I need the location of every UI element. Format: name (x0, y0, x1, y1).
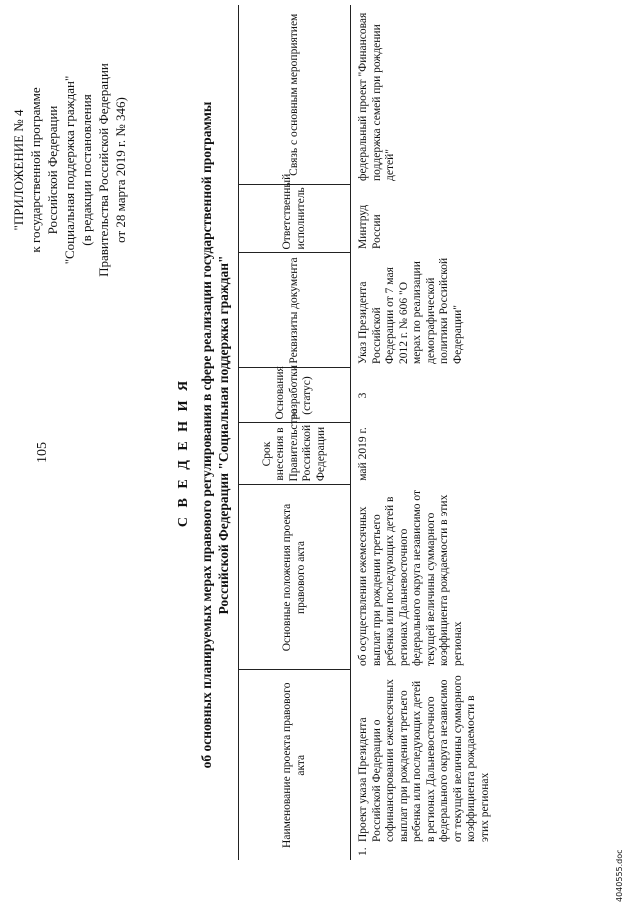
appendix-line: (в редакции постановления (79, 94, 94, 246)
appendix-line: Правительства Российской Федерации (96, 63, 111, 277)
document-code: 4040555.doc (615, 849, 624, 902)
column-header: Основные положения проекта правового акта (239, 485, 351, 670)
column-header: Наименование проекта правового акта (239, 670, 351, 860)
cell-basis: 3 (357, 392, 369, 399)
table-header-row (239, 5, 351, 860)
column-header: Ответственный исполнитель (239, 185, 351, 253)
cell-provisions: об осуществлении ежемесячных выплат при рождении третьего ребенка или последующих детей в регионах Дальневосточного федерального округа независимо от текущей величины суммарного коэффициента рождаемости в этих регионах (357, 489, 464, 666)
column-header: Реквизиты документа (239, 253, 351, 368)
page-number: 105 (35, 442, 50, 463)
document-title: С В Е Д Е Н И Я (176, 377, 191, 528)
table-row (351, 5, 499, 860)
appendix-line: "Социальная поддержка граждан" (62, 75, 77, 265)
subtitle-line: об основных планируемых мерах правового регулирования в сфере реализации государственной программы (199, 101, 214, 769)
measures-table (238, 5, 498, 860)
cell-responsible: Минтруд России (357, 204, 383, 249)
appendix-line: от 28 марта 2019 г. № 346) (113, 97, 128, 243)
cell-document: Указ Президента Российской Федерации от 7 мая 2012 г. № 606 "О мерах по реализации демографической политики Российской Федерации" (357, 257, 464, 364)
column-header: Связь с основным мероприятием (239, 5, 351, 185)
cell-link: федеральный проект "Финансовая поддержка семей при рождении детей" (357, 12, 396, 181)
subtitle-line: Российской Федерации "Социальная поддержка граждан" (216, 255, 231, 615)
column-header: Срок внесения в Правительство Российской Федерации (239, 423, 351, 485)
document-subtitle (198, 85, 232, 785)
row-name: Проект указа Президента Российской Федерации о софинансировании ежемесячных выплат при рождении третьего ребенка или последующих детей в регионах Дальневосточного федерального округа независимо от текущей величины суммарного коэффициента рождаемости в этих регионах (357, 675, 491, 842)
row-number: 1. (357, 847, 369, 856)
column-header: Основания разработки (статус) (239, 368, 351, 423)
appendix-line: "ПРИЛОЖЕНИЕ № 4 (11, 109, 26, 231)
cell-deadline: май 2019 г. (357, 427, 369, 481)
appendix-line: к государственной программе (28, 87, 43, 253)
appendix-line: Российской Федерации (45, 105, 60, 235)
cell-name (351, 670, 498, 860)
appendix-header (10, 0, 129, 350)
